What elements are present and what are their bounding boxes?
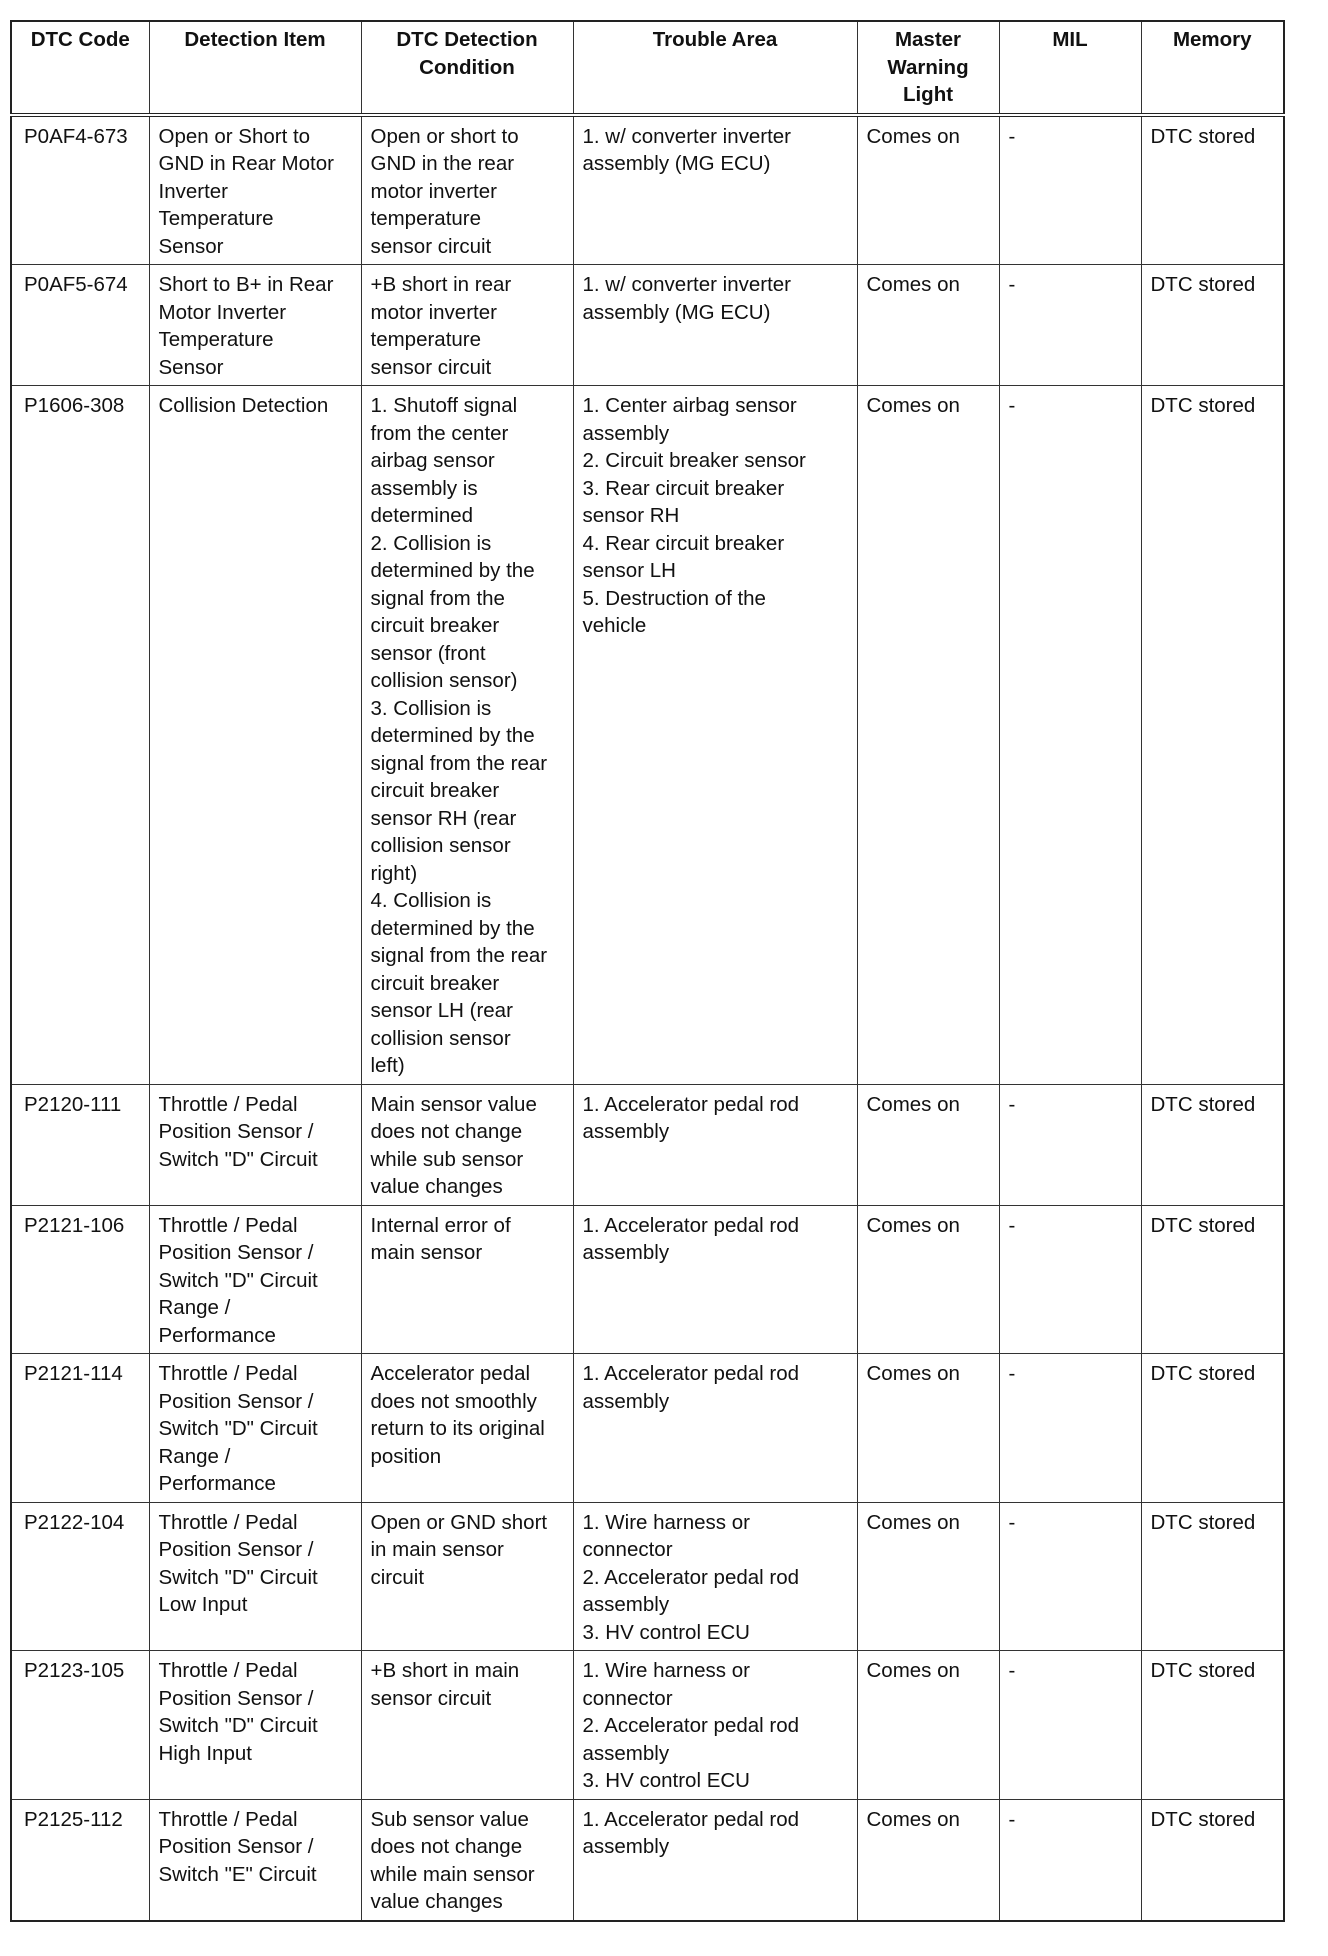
table-row bbox=[11, 265, 1284, 386]
table-row bbox=[11, 1205, 1284, 1354]
detection-condition-cell: Open or GND short in main sensor circuit bbox=[361, 1502, 573, 1651]
trouble-area-cell: 1. Accelerator pedal rod assembly bbox=[573, 1205, 857, 1354]
master-warning-light-cell: Comes on bbox=[857, 386, 999, 1085]
memory-cell: DTC stored bbox=[1141, 265, 1284, 386]
master-warning-light-cell: Comes on bbox=[857, 1205, 999, 1354]
memory-cell: DTC stored bbox=[1141, 1651, 1284, 1800]
detection-item-cell: Throttle / Pedal Position Sensor / Switch "D" Circuit bbox=[149, 1084, 361, 1205]
detection-condition-cell: +B short in rear motor inverter temperature sensor circuit bbox=[361, 265, 573, 386]
header-dtc-code: DTC Code bbox=[11, 21, 149, 115]
table-row bbox=[11, 1799, 1284, 1921]
table-row bbox=[11, 1084, 1284, 1205]
detection-condition-cell: Sub sensor value does not change while main sensor value changes bbox=[361, 1799, 573, 1921]
memory-cell: DTC stored bbox=[1141, 1205, 1284, 1354]
mil-cell: - bbox=[999, 115, 1141, 265]
memory-cell: DTC stored bbox=[1141, 1502, 1284, 1651]
table-row bbox=[11, 1354, 1284, 1503]
master-warning-light-cell: Comes on bbox=[857, 1651, 999, 1800]
master-warning-light-cell: Comes on bbox=[857, 1084, 999, 1205]
header-trouble-area: Trouble Area bbox=[573, 21, 857, 115]
detection-condition-cell: Open or short to GND in the rear motor inverter temperature sensor circuit bbox=[361, 115, 573, 265]
detection-item-cell: Collision Detection bbox=[149, 386, 361, 1085]
dtc-code-cell: P1606-308 bbox=[11, 386, 149, 1085]
header-memory: Memory bbox=[1141, 21, 1284, 115]
trouble-area-cell: 1. w/ converter inverter assembly (MG ECU) bbox=[573, 115, 857, 265]
header-master-warning-light: Master Warning Light bbox=[857, 21, 999, 115]
trouble-area-cell: 1. Accelerator pedal rod assembly bbox=[573, 1354, 857, 1503]
dtc-code-cell: P0AF5-674 bbox=[11, 265, 149, 386]
mil-cell: - bbox=[999, 265, 1141, 386]
table-row bbox=[11, 1502, 1284, 1651]
detection-condition-cell: +B short in main sensor circuit bbox=[361, 1651, 573, 1800]
dtc-code-cell: P2120-111 bbox=[11, 1084, 149, 1205]
memory-cell: DTC stored bbox=[1141, 1084, 1284, 1205]
mil-cell: - bbox=[999, 386, 1141, 1085]
dtc-code-cell: P2125-112 bbox=[11, 1799, 149, 1921]
dtc-code-cell: P2121-114 bbox=[11, 1354, 149, 1503]
trouble-area-cell: 1. Center airbag sensor assembly 2. Circuit breaker sensor 3. Rear circuit breaker sensor RH 4. Rear circuit breaker sensor LH 5. Destruction of the vehicle bbox=[573, 386, 857, 1085]
dtc-code-cell: P2121-106 bbox=[11, 1205, 149, 1354]
header-detection-condition: DTC Detection Condition bbox=[361, 21, 573, 115]
detection-item-cell: Throttle / Pedal Position Sensor / Switch "D" Circuit Low Input bbox=[149, 1502, 361, 1651]
master-warning-light-cell: Comes on bbox=[857, 115, 999, 265]
memory-cell: DTC stored bbox=[1141, 1799, 1284, 1921]
master-warning-light-cell: Comes on bbox=[857, 265, 999, 386]
master-warning-light-cell: Comes on bbox=[857, 1354, 999, 1503]
table-row bbox=[11, 115, 1284, 265]
table-row bbox=[11, 386, 1284, 1085]
memory-cell: DTC stored bbox=[1141, 1354, 1284, 1503]
header-mil: MIL bbox=[999, 21, 1141, 115]
dtc-table bbox=[10, 20, 1285, 1922]
detection-item-cell: Short to B+ in Rear Motor Inverter Temperature Sensor bbox=[149, 265, 361, 386]
header-detection-item: Detection Item bbox=[149, 21, 361, 115]
master-warning-light-cell: Comes on bbox=[857, 1799, 999, 1921]
trouble-area-cell: 1. Accelerator pedal rod assembly bbox=[573, 1799, 857, 1921]
detection-condition-cell: Internal error of main sensor bbox=[361, 1205, 573, 1354]
table-row bbox=[11, 1651, 1284, 1800]
detection-item-cell: Throttle / Pedal Position Sensor / Switch "D" Circuit Range / Performance bbox=[149, 1354, 361, 1503]
memory-cell: DTC stored bbox=[1141, 386, 1284, 1085]
dtc-code-cell: P2122-104 bbox=[11, 1502, 149, 1651]
mil-cell: - bbox=[999, 1502, 1141, 1651]
mil-cell: - bbox=[999, 1354, 1141, 1503]
detection-item-cell: Open or Short to GND in Rear Motor Inverter Temperature Sensor bbox=[149, 115, 361, 265]
header-row bbox=[11, 21, 1284, 115]
dtc-code-cell: P2123-105 bbox=[11, 1651, 149, 1800]
detection-item-cell: Throttle / Pedal Position Sensor / Switch "D" Circuit Range / Performance bbox=[149, 1205, 361, 1354]
dtc-code-cell: P0AF4-673 bbox=[11, 115, 149, 265]
trouble-area-cell: 1. Wire harness or connector 2. Accelerator pedal rod assembly 3. HV control ECU bbox=[573, 1502, 857, 1651]
detection-condition-cell: Accelerator pedal does not smoothly return to its original position bbox=[361, 1354, 573, 1503]
trouble-area-cell: 1. Wire harness or connector 2. Accelerator pedal rod assembly 3. HV control ECU bbox=[573, 1651, 857, 1800]
mil-cell: - bbox=[999, 1799, 1141, 1921]
detection-item-cell: Throttle / Pedal Position Sensor / Switch "E" Circuit bbox=[149, 1799, 361, 1921]
mil-cell: - bbox=[999, 1651, 1141, 1800]
master-warning-light-cell: Comes on bbox=[857, 1502, 999, 1651]
detection-condition-cell: 1. Shutoff signal from the center airbag sensor assembly is determined 2. Collision is determined by the signal from the circuit breaker sensor (front collision sensor) 3. Collision is determined by the signal from the rear circuit breaker sensor RH (rear collision sensor right) 4. Collision is determined by the signal from the rear circuit breaker sensor LH (rear collision sensor left) bbox=[361, 386, 573, 1085]
mil-cell: - bbox=[999, 1205, 1141, 1354]
detection-condition-cell: Main sensor value does not change while sub sensor value changes bbox=[361, 1084, 573, 1205]
memory-cell: DTC stored bbox=[1141, 115, 1284, 265]
detection-item-cell: Throttle / Pedal Position Sensor / Switch "D" Circuit High Input bbox=[149, 1651, 361, 1800]
trouble-area-cell: 1. w/ converter inverter assembly (MG ECU) bbox=[573, 265, 857, 386]
mil-cell: - bbox=[999, 1084, 1141, 1205]
trouble-area-cell: 1. Accelerator pedal rod assembly bbox=[573, 1084, 857, 1205]
